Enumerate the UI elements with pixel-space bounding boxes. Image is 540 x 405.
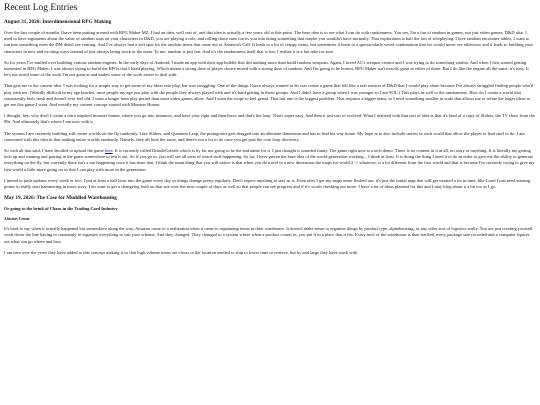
entry-section-label: A history Lesson <box>4 217 30 222</box>
upload-text-after: . It is currently called DrizzleGrizzle which is by far not going to be the end name for it, I just thought it sounded funny. The game right now is a tech demo. There is no content in it at all, no story or anything. It is literally me getting tech up and running and putting in the game somewhere to test it out. So if you go in, you will see all sorts of weird stuff happening. So far, I have gotten the base idea of the world generation working... I think at least. It is doing the thing I need it to do in order to give me the ability to generate everything on the fly, but currently there isn't a ton happening once it has done that. I think the main thing that you will notice is that when you do travel to a new dimension the maps for world 2 -> whatever, is a lot different from the first world and that is because I'm currently trying to give my first world a little more going on so that I can play with more in the generation. <box>4 148 535 172</box>
page-title: Recent Log Entries <box>4 3 78 13</box>
entry-paragraph: So for years I've mulled over building various random engines. In the early days of Android, I made an app with their app builder that did nothing more than build random weapons. Again, I loved AC's weapon creator and I was trying to do something similar. And when I first started getting interested in RPG Maker, I was always trying to build the RPGs that I liked playing. Which meant a strong dose of player choice mixed with a strong dose of random. And I'm going to be honest, RPG Maker isn't exactly great at either of these. But I do like the engine all the same, it's easy. It let's me avoid some of the work I'm not great at and makes some of the work easier to deal with. <box>4 59 529 78</box>
game-download-link[interactable]: here <box>104 148 113 154</box>
entry-subheading: Or going to the brink of Chaos in the Trading Card Industry <box>4 206 118 212</box>
log-entry-rpg-making <box>4 19 536 190</box>
entry-paragraph: I thought, hey, why don't I create a retro inspired monster hunter, where you go into instances, and have your fight and then leave and that's the loop. That's super easy. And then it just sort of evolved. What I realized with that sort of idea is that it's kind of a copy of Sliders, the TV show from the 90s. And ultimately that's where I am now with it. <box>4 113 535 125</box>
entry-paragraph: Over the last couple of months I have been putting around with RPG Maker MZ. I had an idea, well sort of, and this idea is actually a few years old at this point. The base idea is to see what I can do with randomness. You see, I'm a fan of random in games, not just video games, D&D also. I used to have arguments about the value of random stats on your characters in D&D, you are playing a role, and rolling those stats forces you into doing something that maybe you wouldn't have normally. That exploration is half the fun of roleplaying. I love random encounter tables, I want to run into something even the DM didn't see coming. And I've always had a soft spot for the random items that came out of Asheron's Call. It leads to a lot of crappy items, but sometimes it leads to a spectacularly weird combination that we would never see otherwise and it leads to building your characters in new and exciting ways instead of just always being stuck in the meta. To me, random is just fun. And it's the randomness itself that is fun. I realize it is a hot take for sure. <box>4 30 533 54</box>
entry-paragraph-with-link <box>4 148 536 173</box>
entry-paragraph: That gets me to the current idea. I was looking for a simple way to get some of my ideas into play, but was struggling. One of the things I have always wanted to do was create a game that felt like a real session of D&D that I would play alone because I've always struggled finding people who'd play with me. (Weirdly difficult in my age bracket, most people my age just play with the people they always played with and it's hard getting in those groups. And I didn't have a group when I was younger so I am SOL.) This plays in well to the randomness. How do I create a world that consistently feels fresh and doesn't ever feel old. I want a longer term play period than most video games allow. And I want the scope to feel grand. That last one is the biggest problem. That requires a bigger team, so I need something smaller in scale that allows me to refine the larger ideas to get me this game I want. And weirdly my current concept started with Monster Hunter. <box>4 83 534 108</box>
upload-text-before: So with all that said, I have decided to upload the game <box>4 148 105 154</box>
entry-paragraph: I intend to push updates every week or two. I put at least a half hour into the game every day so things change pretty regularly. Don't expect anything to stay as is. Even after I get my maps more fleshed out, it's just the initial map that will get iterated a lot in time, like I said I just need starting points to really start hammering in more story. I do want to get a changelog built on that site over the next couple of days as well so that people can see progress and if it's worth checking out more. I have a lot of ideas planned for this and I may blog about it a bit too as I go. <box>4 177 530 190</box>
entry-heading: August 31, 2026: Interdimensional RPG Making <box>4 19 112 25</box>
log-entry-warehousing <box>4 195 536 256</box>
entry-paragraph: The system I am currently building will create worlds on the fly randomly. Like Sliders, and Quantum Leap, the protagonist gets dragged into an alternate dimension and has to find his way home. My hope is to also include stories so each world that allow the player to find stuff to do. I am concerned with this idea in that making entire worlds randomly. Namely, they all look the same, and there's not a lot to do once you get past the core loop discovery. <box>4 130 525 142</box>
entry-heading: May 19, 2026: The Case for Muddled Warehousing <box>4 195 117 202</box>
entry-paragraph: I am sure over the years they have added to this concept making it so that high volume items are closer to the location needed to ship to lower time to retrieve, but by and large they have stuck with <box>4 249 358 255</box>
entry-paragraph: It's hard to say when it actually happened but somewhere along the way, Amazon came to a realization when it came to organizing items in their warehouse. It doesn't make sense to organize things by product type, alphabetizing, or any other sort of logistics really. You are just creating yourself work down the line having to constantly re-organize everything to suit your scheme. And they changed. They changed to a system where when a product comes in, you put it in a place that it fits. Every inch of the warehouse is then tracked, every package size recorded and a computer figures out what can go where and how. <box>4 226 533 244</box>
